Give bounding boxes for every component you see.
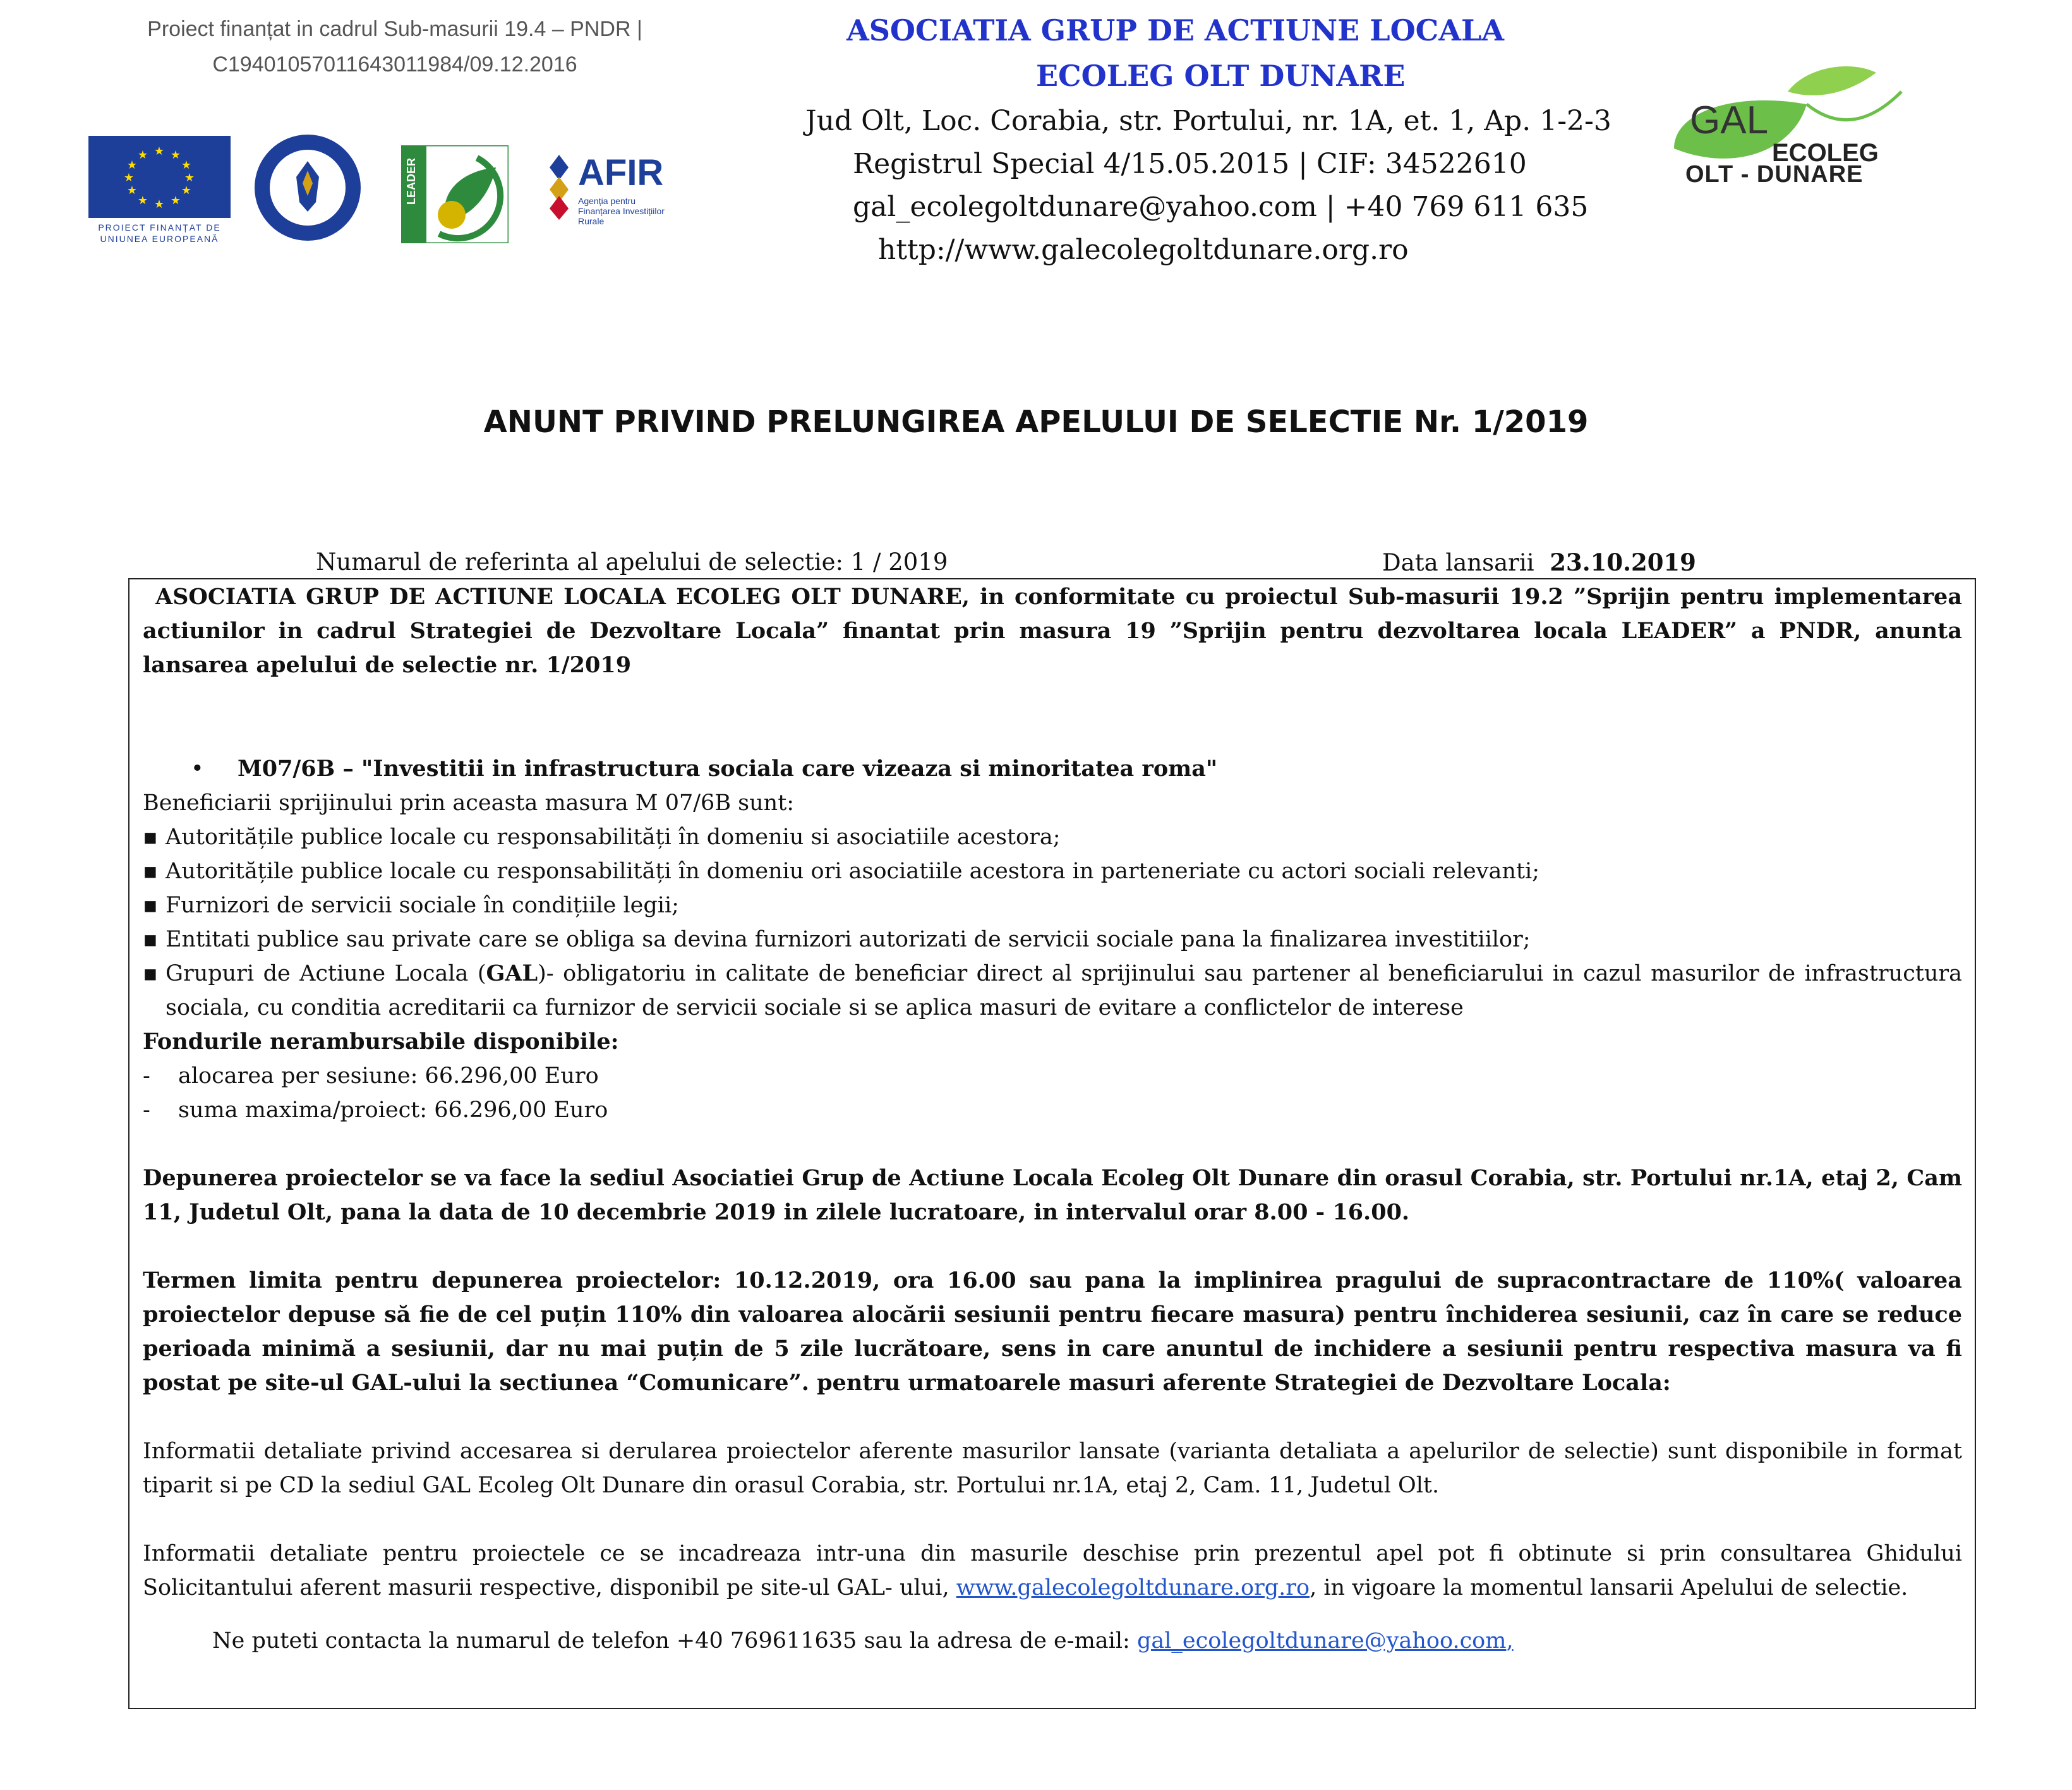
svg-text:★: ★ [181, 159, 192, 172]
svg-text:★: ★ [184, 171, 195, 184]
contact-before: Ne puteti contacta la numarul de telefon +40 769611635 sau la adresa de e-mail: [212, 1628, 1137, 1654]
launch-date-line [1382, 548, 1696, 576]
website-link[interactable]: www.galecolegoltdunare.org.ro [956, 1575, 1310, 1600]
eu-caption-line2: UNIUNEA EUROPEANĂ [100, 234, 219, 244]
org-name-line2: ECOLEG OLT DUNARE [1036, 59, 1406, 93]
info2-after: , in vigoare la momentul lansarii Apelului de selectie. [1310, 1575, 1908, 1600]
gal-sub1: ECOLEG [1772, 139, 1879, 167]
svg-text:★: ★ [137, 194, 148, 207]
info2-before: Informatii detaliate pentru proiectele ce se incadreaza intr-una din masurile deschise prin prezentul apel pot fi obtinute si prin consultarea Ghidului Solicitantului aferent masurii respective, disponibil pe site-ul GAL- ului, [143, 1541, 1962, 1600]
eu-caption-line1: PROIECT FINANȚAT DE [98, 222, 221, 233]
svg-text:★: ★ [126, 184, 138, 197]
gal-sub2: OLT - DUNARE [1685, 161, 1864, 188]
beneficiaries-intro: Beneficiarii sprijinului prin aceasta masura M 07/6B sunt: [143, 790, 795, 816]
beneficiary-item: ▪ Entitati publice sau private care se obliga sa devina furnizori autorizati de servicii sociale pana la finalizarea investitiilor; [143, 922, 1962, 957]
project-note-line2: C19401057011643011984/09.12.2016 [212, 52, 577, 76]
funds-item: - suma maxima/proiect: 66.296,00 Euro [143, 1093, 1962, 1127]
beneficiary-item: ▪ Autoritățile publice locale cu responsabilități în domeniu si asociatiile acestora; [143, 820, 1962, 854]
leader-logo [401, 145, 509, 243]
eu-caption [88, 222, 231, 245]
org-address: Jud Olt, Loc. Corabia, str. Portului, nr. 1A, et. 1, Ap. 1-2-3 [805, 105, 1611, 137]
funds-item: - alocarea per sesiune: 66.296,00 Euro [143, 1059, 1962, 1093]
leader-label: LEADER [405, 158, 418, 205]
launch-date-label: Data lansarii [1382, 549, 1534, 576]
beneficiary-item: ▪ Autoritățile publice locale cu responsabilități în domeniu ori asociatiile acestora in parteneriate cu actori sociali relevanti; [143, 854, 1962, 888]
svg-text:★: ★ [126, 159, 138, 172]
gal-item-bold: GAL [486, 960, 538, 986]
svg-text:★: ★ [170, 148, 181, 162]
gal-item-after: )- obligatoriu in calitate de beneficiar direct al sprijinului sau partener al beneficiarului in cazul masurilor de infrastructura sociala, cu conditia acreditarii ca furnizor de servicii sociale si se aplica masuri de evitare a conflictelor de interese [166, 961, 1962, 1020]
svg-text:★: ★ [123, 171, 135, 184]
announcement-content [143, 580, 1962, 1658]
launch-date-value: 23.10.2019 [1550, 548, 1696, 576]
measure-item: • M07/6B – "Investitii in infrastructura sociala care vizeaza si minoritatea roma" [143, 752, 1962, 786]
funds-heading: Fondurile nerambursabile disponibile: [143, 1029, 619, 1055]
email-link[interactable]: gal_ecolegoltdunare@yahoo.com [1136, 1628, 1507, 1654]
gal-ecoleg-logo [1661, 54, 1914, 199]
org-contact: gal_ecolegoltdunare@yahoo.com | +40 769 611 635 [853, 191, 1589, 223]
svg-text:★: ★ [154, 198, 165, 211]
contact-paragraph [143, 1624, 1962, 1658]
org-registry: Registrul Special 4/15.05.2015 | CIF: 34522610 [853, 148, 1527, 180]
svg-text:★: ★ [181, 184, 192, 197]
contact-after: , [1506, 1628, 1514, 1654]
info-paragraph-2 [143, 1537, 1962, 1605]
svg-text:★: ★ [170, 194, 181, 207]
eu-flag-icon [88, 136, 231, 218]
gal-text: GAL [1690, 99, 1769, 142]
deadline-paragraph: Termen limita pentru depunerea proiectelor: 10.12.2019, ora 16.00 sau pana la implinirea pragului de supracontractare de 110%( valoarea proiectelor depuse să fie de cel puțin 110% din valoarea alocării sesiunii pentru fiecare masura) pentru închiderea sesiunii, caz în care se reduce perioada minimă a sesiunii, dar nu mai puțin de 5 zile lucrătoare, sens in care anuntul de inchidere a sesiunii pentru respectiva masura va fi postat pe site-ul GAL-ului la sectiunea “Comunicare”. pentru urmatoarele masuri aferente Strategiei de Dezvoltare Locala: [143, 1267, 1962, 1396]
romanian-government-logo-icon [253, 133, 363, 243]
svg-text:★: ★ [137, 148, 148, 162]
submission-paragraph: Depunerea proiectelor se va face la sediul Asociatiei Grup de Actiune Locala Ecoleg Olt Dunare din orasul Corabia, str. Portului nr.1A, etaj 2, Cam 11, Judetul Olt, pana la data de 10 decembrie 2019 in zilele lucratoare, in intervalul orar 8.00 - 16.00. [143, 1165, 1962, 1225]
svg-text:★: ★ [154, 145, 165, 158]
org-name-line1: ASOCIATIA GRUP DE ACTIUNE LOCALA [846, 13, 1504, 47]
beneficiary-item: ▪ Furnizori de servicii sociale în condițiile legii; [143, 888, 1962, 922]
reference-number: Numarul de referinta al apelului de selectie: 1 / 2019 [316, 548, 948, 576]
org-website[interactable]: http://www.galecolegoltdunare.org.ro [878, 234, 1409, 266]
info-paragraph-1: Informatii detaliate privind accesarea si derularea proiectelor aferente masurilor lansate (varianta detaliata a apelurilor de selectie) sunt disponibile in format tiparit si pe CD la sediul GAL Ecoleg Olt Dunare din orasul Corabia, str. Portului nr.1A, etaj 2, Cam. 11, Judetul Olt. [143, 1439, 1962, 1498]
afir-subtitle: Agenția pentru Finanțarea Investițiilor Rurale [578, 196, 665, 226]
project-note [95, 11, 695, 82]
afir-logo [543, 152, 670, 227]
afir-wheat-icon [543, 152, 575, 221]
beneficiary-item-gal [143, 957, 1962, 1025]
intro-paragraph: ASOCIATIA GRUP DE ACTIUNE LOCALA ECOLEG OLT DUNARE, in conformitate cu proiectul Sub-masurii 19.2 ”Sprijin pentru implementarea actiunilor in cadrul Strategiei de Dezvoltare Locala” finantat prin masura 19 ”Sprijin pentru dezvoltarea locala LEADER” a PNDR, anunta lansarea apelului de selectie nr. 1/2019 [143, 584, 1962, 678]
afir-text: AFIR [578, 152, 664, 193]
project-note-line1: Proiect finanțat in cadrul Sub-masurii 19.4 – PNDR | [147, 17, 642, 41]
gal-item-before: Grupuri de Actiune Locala ( [166, 961, 486, 986]
eu-logo [88, 136, 231, 245]
document-title: ANUNT PRIVIND PRELUNGIREA APELULUI DE SELECTIE Nr. 1/2019 [483, 404, 1589, 440]
